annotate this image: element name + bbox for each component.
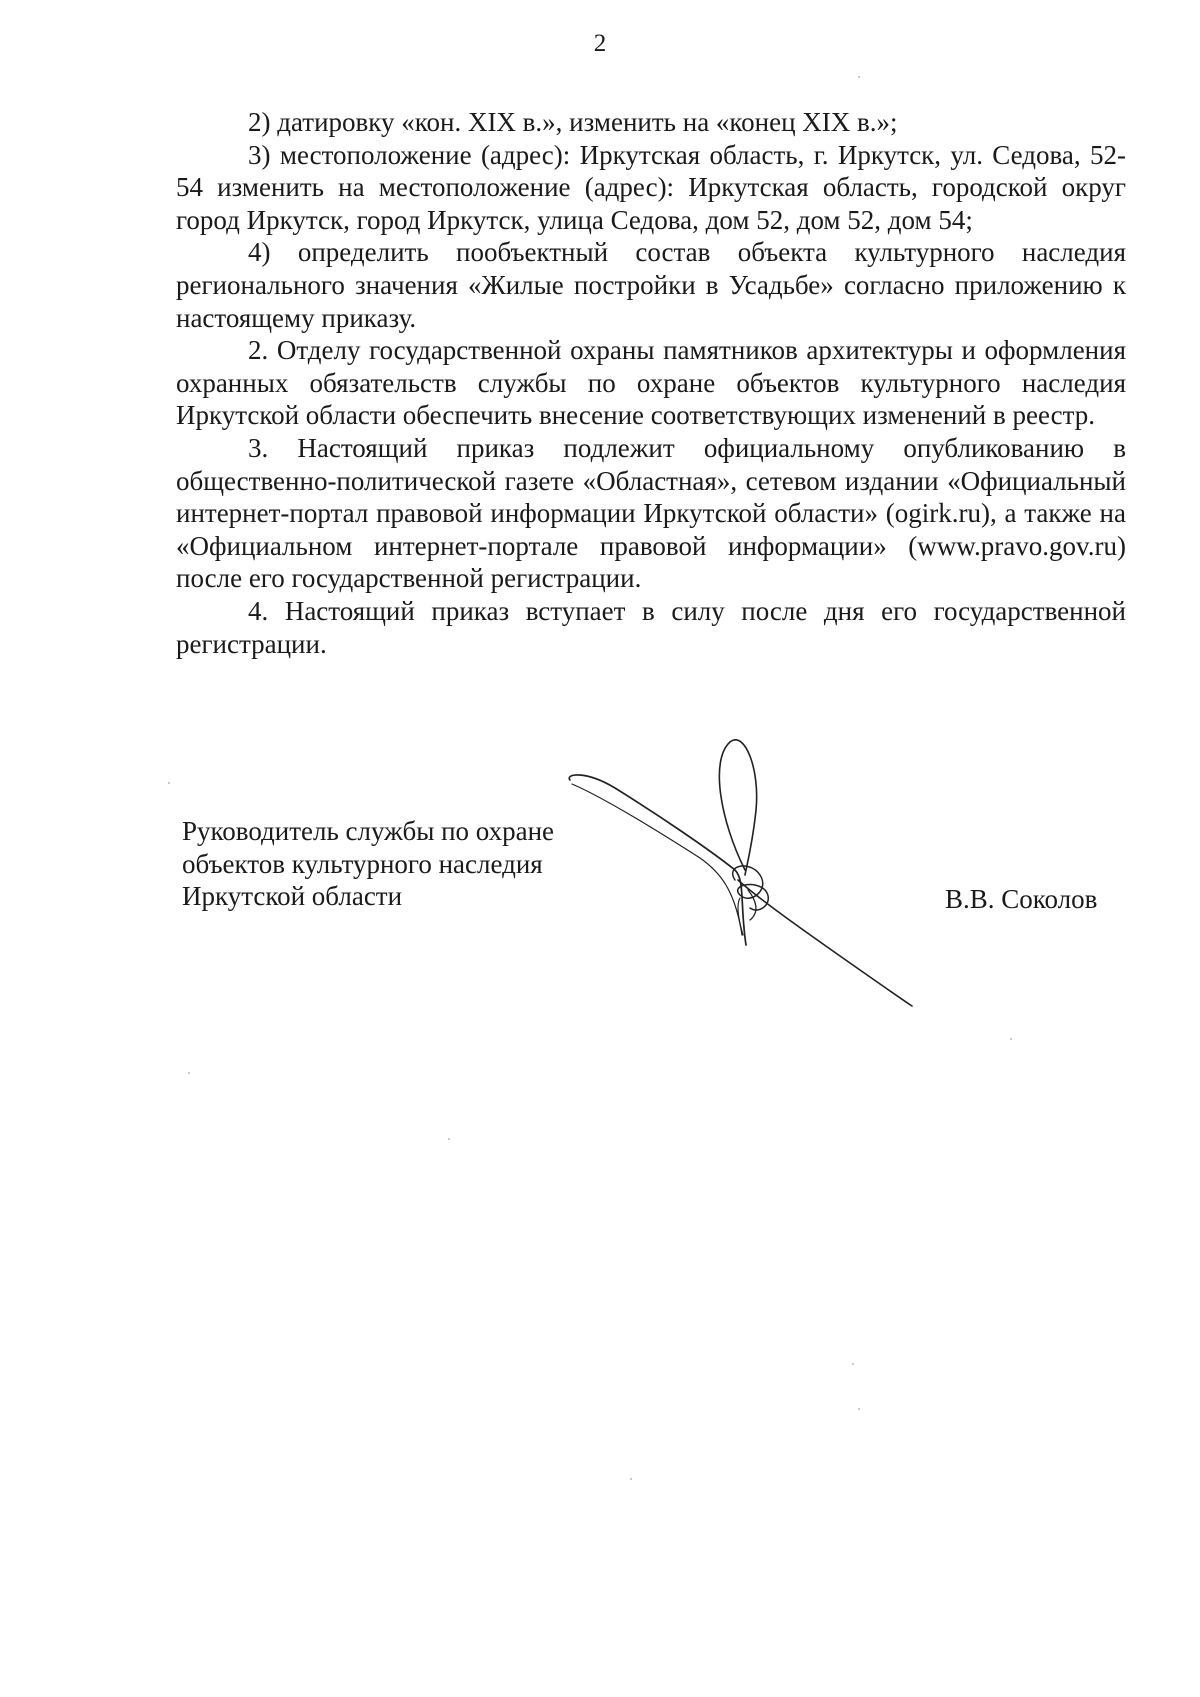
signatory-title-line: Руководитель службы по охране [182, 816, 555, 846]
scan-speck [858, 76, 860, 78]
signatory-title-line: объектов культурного наследия [182, 848, 543, 879]
scan-speck [1010, 1038, 1012, 1040]
signatory-title-line: Иркутской области [182, 881, 403, 911]
document-body [176, 106, 1126, 660]
page-number: 2 [593, 30, 607, 57]
scan-speck [852, 1363, 854, 1365]
scan-speck [630, 1478, 632, 1480]
paragraph-dating-change: 2) датировку «кон. XIX в.», изменить на «конец XIX в.»; [248, 107, 898, 137]
paragraph-object-composition: 4) определить пообъектный состав объекта культурного наследия регионального значения «Жилые постройки в Усадьбе» согласно приложению к настоящему приказу. [176, 237, 1126, 333]
handwritten-signature [560, 730, 940, 1030]
scan-speck [858, 1408, 860, 1410]
paragraph-location-change: 3) местоположение (адрес): Иркутская область, г. Иркутск, ул. Седова, 52-54 изменить на местоположение (адрес): Иркутская область, городской округ город Иркутск, город Иркутск, улица Седова, дом 52, дом 52, дом 54; [176, 139, 1126, 235]
signatory-name: В.В. Соколов [945, 884, 1098, 914]
scan-speck [448, 1138, 450, 1140]
scan-speck [188, 1072, 190, 1074]
paragraph-publication: 3. Настоящий приказ подлежит официальному опубликованию в общественно-политической газете «Областная», сетевом издании «Официальный интернет-портал правовой информации Иркутской области» (ogirk.ru), а также на «Официальном интернет-портале правовой информации» (www.pravo.gov.ru) после его государственной регистрации. [176, 432, 1126, 594]
scan-speck [168, 782, 170, 784]
paragraph-effective-date: 4. Настоящий приказ вступает в силу после дня его государственной регистрации. [176, 595, 1126, 659]
paragraph-registry-update: 2. Отделу государственной охраны памятников архитектуры и оформления охранных обязательств службы по охране объектов культурного наследия Иркутской области обеспечить внесение соответствующих изменений в реестр. [176, 335, 1126, 431]
